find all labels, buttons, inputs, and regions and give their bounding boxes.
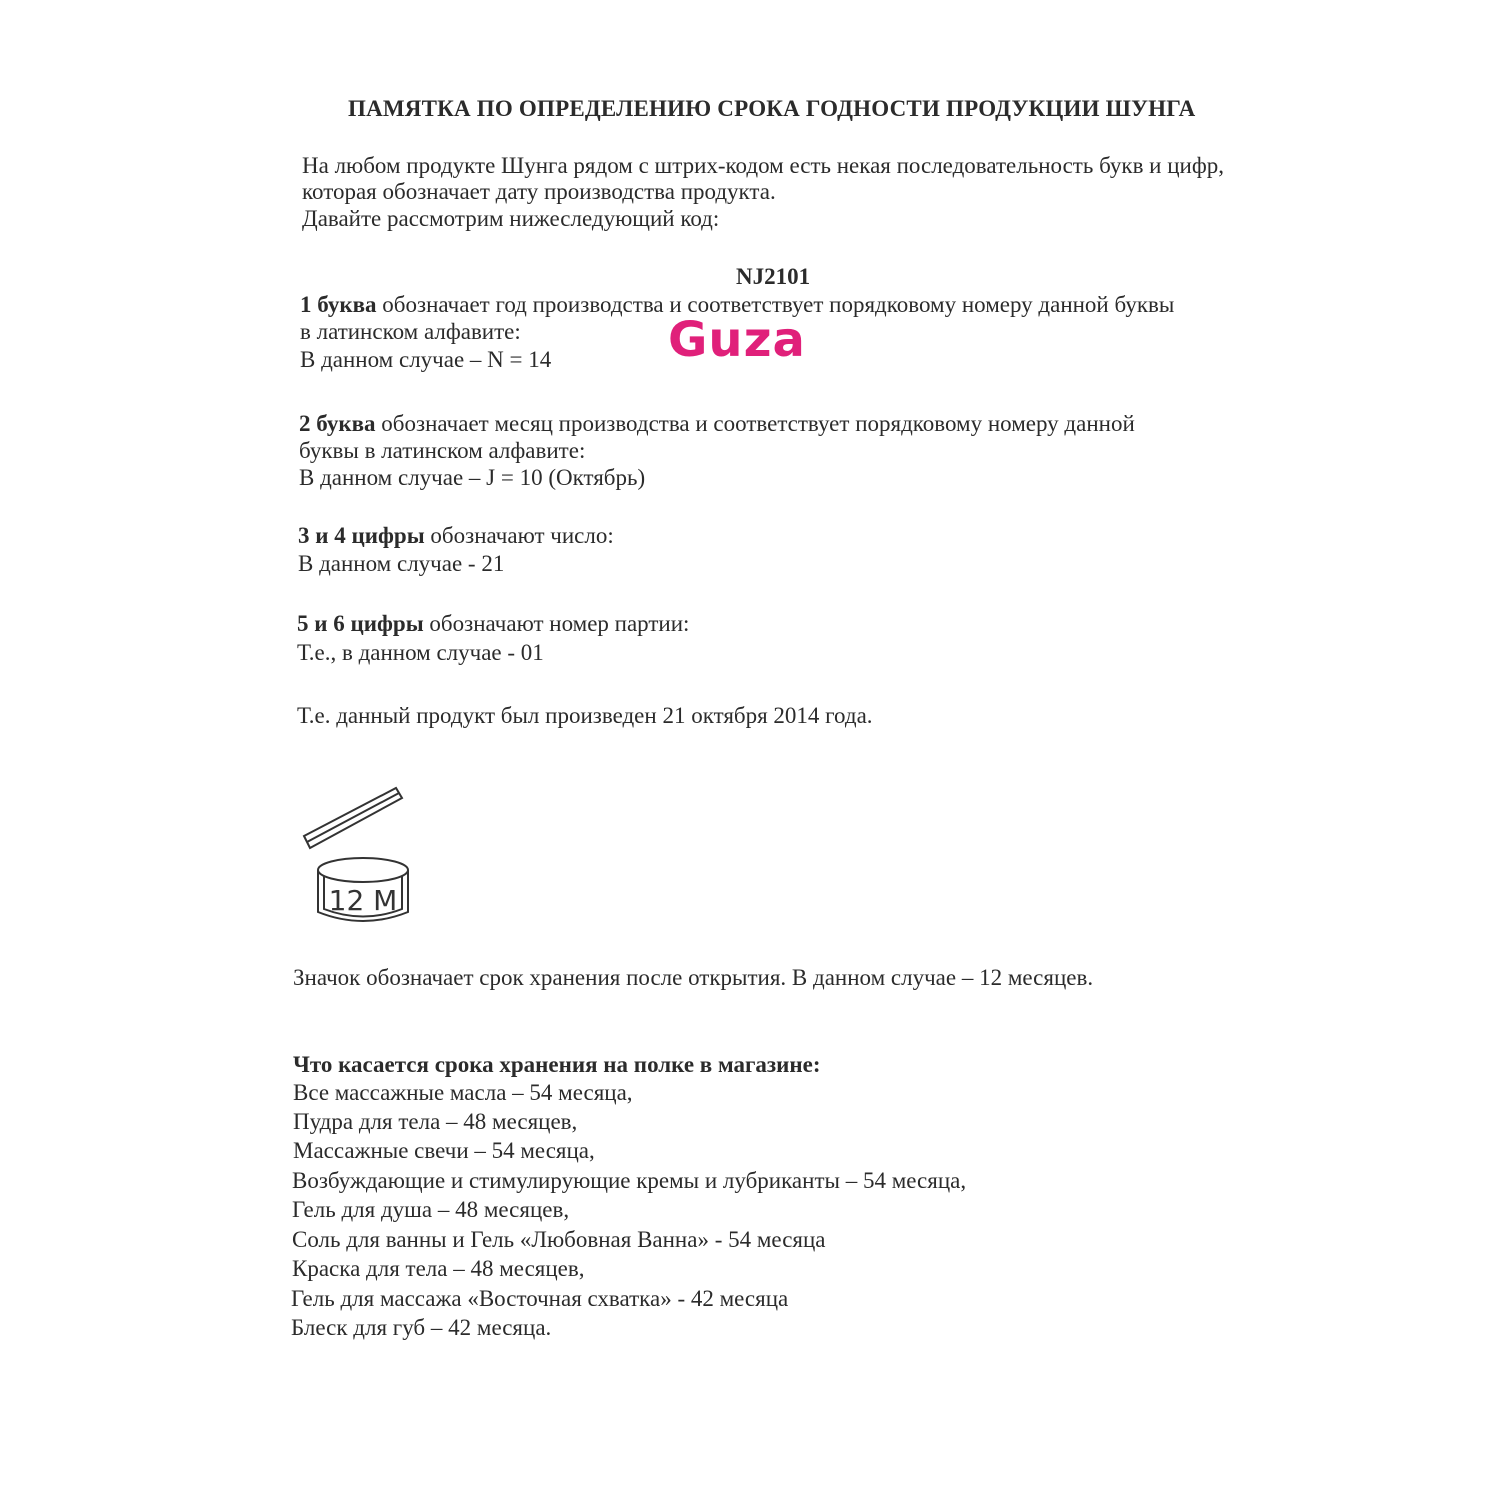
section-heading: 2 буква [299,411,376,436]
section-text: обозначает месяц производства и соответствует порядковому номеру данной [375,411,1135,436]
list-item: Пудра для тела – 48 месяцев, [293,1109,578,1134]
product-code: NJ2101 [736,264,811,289]
intro-line: На любом продукте Шунга рядом с штрих-кодом есть некая последовательность букв и цифр, [302,153,1225,178]
list-item: Блеск для губ – 42 месяца. [291,1315,552,1340]
list-item: Возбуждающие и стимулирующие кремы и лубриканты – 54 месяца, [292,1168,967,1193]
section-3-line [298,522,614,550]
section-heading: 5 и 6 цифры [297,611,424,636]
list-item: Краска для тела – 48 месяцев, [292,1256,585,1281]
intro-line: Давайте рассмотрим нижеследующий код: [302,206,720,231]
section-text: обозначает год производства и соответствует порядковому номеру данной буквы [376,292,1175,317]
pao-description: Значок обозначает срок хранения после открытия. В данном случае – 12 месяцев. [293,965,1094,990]
list-item: Массажные свечи – 54 месяца, [293,1138,595,1163]
section-3-example: В данном случае - 21 [298,551,505,576]
section-text: обозначают номер партии: [423,611,690,636]
section-1-example: В данном случае – N = 14 [300,347,552,372]
list-item: Гель для массажа «Восточная схватка» - 42 месяца [291,1286,789,1311]
intro-line: которая обозначает дату производства продукта. [302,179,776,204]
list-item: Все массажные масла – 54 месяца, [293,1080,633,1105]
section-2-example: В данном случае – J = 10 (Октябрь) [299,465,646,490]
pao-label: 12 M [328,884,398,917]
list-item: Гель для душа – 48 месяцев, [292,1197,570,1222]
section-2-line [299,410,1135,438]
section-text: обозначают число: [424,523,614,548]
document-title: ПАМЯТКА ПО ОПРЕДЕЛЕНИЮ СРОКА ГОДНОСТИ ПРОДУКЦИИ ШУНГА [348,96,1196,121]
section-heading: 3 и 4 цифры [298,523,425,548]
section-4-line [297,610,689,638]
open-jar-icon [296,784,426,934]
brand-watermark: Guza [668,312,806,368]
shelf-life-heading: Что касается срока хранения на полке в магазине: [293,1052,821,1077]
section-1-line [300,291,1174,319]
section-1-continuation: в латинском алфавите: [300,319,521,344]
conclusion-text: Т.е. данный продукт был произведен 21 октября 2014 года. [297,703,873,728]
section-heading: 1 буква [300,292,377,317]
section-2-continuation: буквы в латинском алфавите: [299,438,586,463]
list-item: Соль для ванны и Гель «Любовная Ванна» - 54 месяца [292,1227,826,1252]
section-4-example: Т.е., в данном случае - 01 [297,640,544,665]
